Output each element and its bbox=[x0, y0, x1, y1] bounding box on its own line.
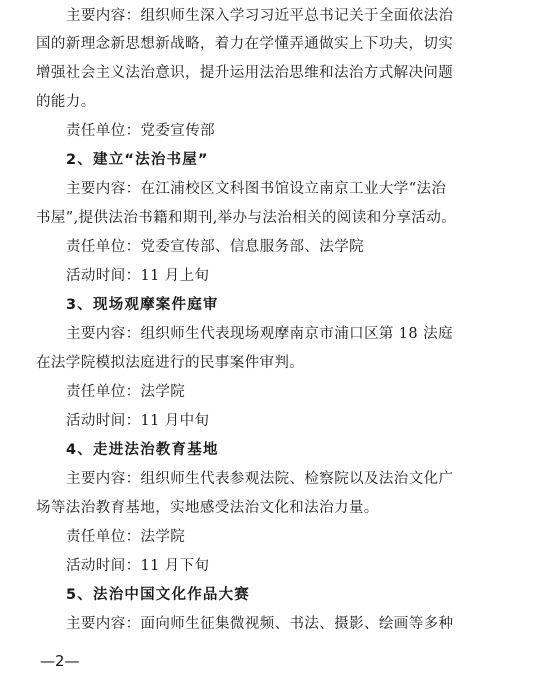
paragraph-line: 在法学院模拟法庭进行的民事案件审判。 bbox=[36, 355, 305, 371]
paragraph-line: 主要内容：组织师生代表现场观摩南京市浦口区第 18 法庭 bbox=[66, 326, 453, 342]
section-heading: 2、建立“法治书屋” bbox=[66, 152, 209, 168]
activity-time-line: 活动时间：11 月下旬 bbox=[66, 558, 210, 574]
section-heading: 3、现场观摩案件庭审 bbox=[66, 297, 219, 313]
paragraph-line: 主要内容：组织师生深入学习习近平总书记关于全面依法治 bbox=[66, 8, 454, 24]
page-number: —2— bbox=[40, 652, 80, 670]
responsible-unit-line: 责任单位：党委宣传部、信息服务部、法学院 bbox=[66, 239, 364, 255]
responsible-unit-line: 责任单位：党委宣传部 bbox=[66, 123, 215, 139]
paragraph-line: 场等法治教育基地，实地感受法治文化和法治力量。 bbox=[36, 500, 379, 516]
activity-time-line: 活动时间：11 月上旬 bbox=[66, 268, 210, 284]
paragraph-line: 主要内容：组织师生代表参观法院、检察院以及法治文化广 bbox=[66, 471, 454, 487]
activity-time-line: 活动时间：11 月中旬 bbox=[66, 413, 210, 429]
responsible-unit-line: 责任单位：法学院 bbox=[66, 529, 186, 545]
section-heading: 4、走进法治教育基地 bbox=[66, 442, 219, 458]
paragraph-line: 主要内容：面向师生征集微视频、书法、摄影、绘画等多种 bbox=[66, 616, 454, 632]
paragraph-line: 国的新理念新思想新战略，着力在学懂弄通做实上下功夫，切实 bbox=[36, 36, 454, 52]
paragraph-line: 书屋”,提供法治书籍和期刊,举办与法治相关的阅读和分享活动。 bbox=[36, 210, 457, 226]
responsible-unit-line: 责任单位：法学院 bbox=[66, 384, 186, 400]
paragraph-line: 主要内容：在江浦校区文科图书馆设立南京工业大学“法治 bbox=[66, 181, 447, 197]
section-heading: 5、法治中国文化作品大赛 bbox=[66, 587, 250, 603]
paragraph-line: 增强社会主义法治意识，提升运用法治思维和法治方式解决问题 bbox=[36, 65, 454, 81]
paragraph-line: 的能力。 bbox=[36, 94, 96, 110]
